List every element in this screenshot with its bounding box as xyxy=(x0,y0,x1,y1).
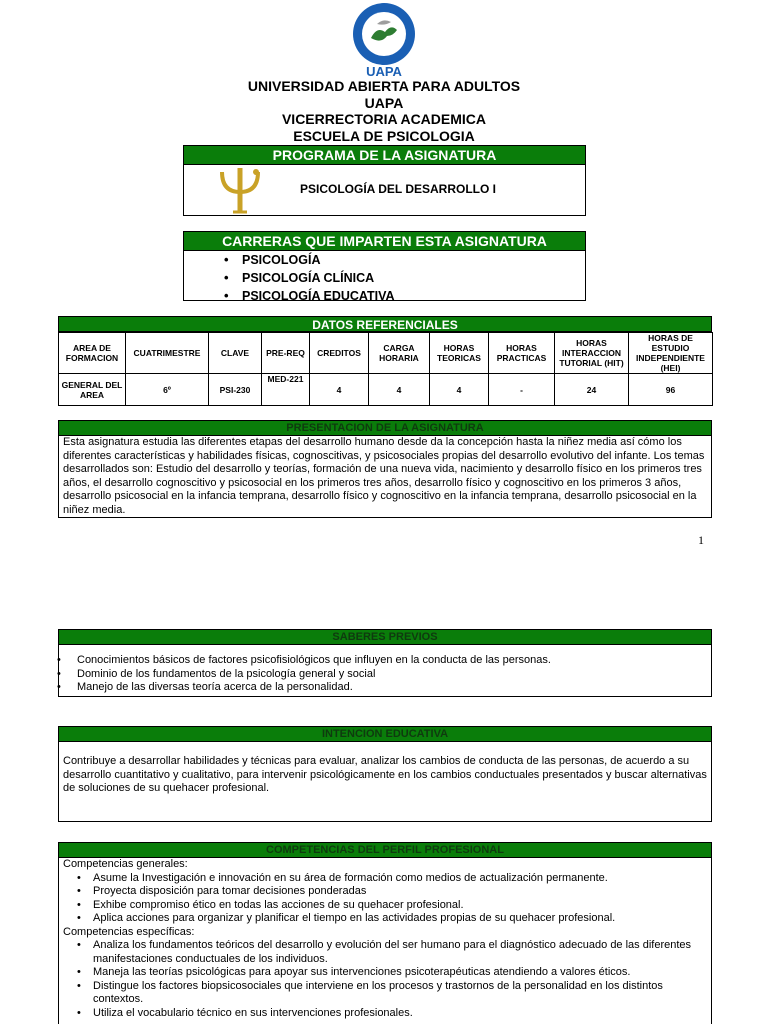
table-cell: 96 xyxy=(629,374,713,406)
table-cell: MED-221 xyxy=(262,374,310,406)
educational-intent-text: Contribuye a desarrollar habilidades y técnicas para evaluar, analizar los cambios de conducta de las personas, de acuerdo a su desarrollo cuantitativo y cualitativo, para intervenir psicológicamente en los cambios conductuales presentados y buscar alternativas de soluciones de su quehacer profesional. xyxy=(63,755,707,794)
prior-knowledge-list xyxy=(55,654,711,695)
list-item: • Exhibe compromiso ético en todas las acciones de su quehacer profesional. xyxy=(59,899,711,913)
list-item: • Utiliza el vocabulario técnico en sus intervenciones profesionales. xyxy=(59,1007,711,1021)
table-cell: 24 xyxy=(555,374,629,406)
table-header-row xyxy=(59,333,713,374)
list-item: • Aplica acciones para organizar y planificar el tiempo en las actividades propias de su quehacer profesional. xyxy=(59,912,711,926)
table-header: CREDITOS xyxy=(310,333,369,374)
educational-intent-box xyxy=(58,726,712,822)
general-competencies-label: Competencias generales: xyxy=(63,858,188,870)
presentation-title: PRESENTACION DE LA ASIGNATURA xyxy=(59,421,711,436)
table-header: HORAS TEORICAS xyxy=(430,333,489,374)
general-competencies-list xyxy=(59,872,711,926)
list-item: • Dominio de los fundamentos de la psicología general y social xyxy=(55,668,711,682)
reference-data-box xyxy=(58,316,712,405)
table-cell: 4 xyxy=(369,374,430,406)
presentation-box xyxy=(58,420,712,518)
specific-competencies-list xyxy=(59,939,711,1020)
table-cell: 4 xyxy=(430,374,489,406)
university-seal-logo xyxy=(351,2,417,66)
table-header: HORAS INTERACCION TUTORIAL (HIT) xyxy=(555,333,629,374)
table-header: CUATRIMESTRE xyxy=(126,333,209,374)
university-name: UNIVERSIDAD ABIERTA PARA ADULTOS xyxy=(247,78,521,94)
list-item: • Manejo de las diversas teoría acerca de la personalidad. xyxy=(55,681,711,695)
careers-list xyxy=(224,251,395,305)
table-header: CLAVE xyxy=(209,333,262,374)
table-cell: - xyxy=(489,374,555,406)
competencies-title: COMPETENCIAS DEL PERFIL PROFESIONAL xyxy=(59,843,711,858)
list-item: • PSICOLOGÍA EDUCATIVA xyxy=(224,287,395,305)
reference-data-table xyxy=(58,332,713,406)
table-cell: GENERAL DEL AREA xyxy=(59,374,126,406)
educational-intent-title: INTENCION EDUCATIVA xyxy=(59,727,711,742)
list-item: • Conocimientos básicos de factores psicofisiológicos que influyen en la conducta de las personas. xyxy=(55,654,711,668)
vice-rectorate: VICERRECTORIA ACADEMICA xyxy=(281,111,487,127)
competencies-box xyxy=(58,842,712,1024)
program-title: PROGRAMA DE LA ASIGNATURA xyxy=(184,146,585,165)
prior-knowledge-box xyxy=(58,629,712,697)
reference-data-title: DATOS REFERENCIALES xyxy=(58,316,712,332)
list-item: • PSICOLOGÍA xyxy=(224,251,395,269)
program-box xyxy=(183,145,586,216)
list-item: • Analiza los fundamentos teóricos del desarrollo y evolución del ser humano para el diagnóstico adecuado de las diferentes manifestaciones conductuales de los individuos. xyxy=(59,939,711,966)
university-acronym: UAPA xyxy=(364,95,404,111)
table-row xyxy=(59,374,713,406)
table-header: HORAS DE ESTUDIO INDEPENDIENTE (HEI) xyxy=(629,333,713,374)
table-header: HORAS PRACTICAS xyxy=(489,333,555,374)
specific-competencies-label: Competencias específicas: xyxy=(63,925,195,938)
list-item: • Maneja las teorías psicológicas para apoyar sus intervenciones psicoterapéuticas atendiendo a valores éticos. xyxy=(59,966,711,980)
school-name: ESCUELA DE PSICOLOGIA xyxy=(293,128,475,144)
list-item: • Asume la Investigación e innovación en su área de formación como medios de actualización permanente. xyxy=(59,872,711,886)
logo-wordmark: UAPA xyxy=(366,64,402,79)
prior-knowledge-title: SABERES PREVIOS xyxy=(59,630,711,645)
careers-title: CARRERAS QUE IMPARTEN ESTA ASIGNATURA xyxy=(184,232,585,251)
list-item: • Distingue los factores biopsicosociales que interviene en los procesos y trastornos de la personalidad en los distintos contextos. xyxy=(59,980,711,1007)
presentation-text: Esta asignatura estudia las diferentes etapas del desarrollo humano desde da la concepción hasta la niñez media así cómo los diferentes características y habilidades físicas, cognoscitivas, y psicosociales propias del desarrollo evolutivo del infante. Los temas desarrollados son: Estudio del desarrollo y teorías, formación de una nueva vida, nacimiento y desarrollo físico en los primeros tres años, el desarrollo cognoscitivo y psicosocial en los primeros tres años, desarrollo físico y cognoscitivo en los primeros 3 años, desarrollo psicosocial en la infancia temprana, desarrollo físico y cognoscitivo en la infancia temprana, desarrollo psicosocial en la niñez media. xyxy=(63,436,705,516)
table-cell: 6º xyxy=(126,374,209,406)
table-cell: 4 xyxy=(310,374,369,406)
subject-name: PSICOLOGÍA DEL DESARROLLO I xyxy=(300,182,497,196)
table-header: AREA DE FORMACION xyxy=(59,333,126,374)
list-item: • Proyecta disposición para tomar decisiones ponderadas xyxy=(59,885,711,899)
careers-box xyxy=(183,231,586,301)
table-header: CARGA HORARIA xyxy=(369,333,430,374)
page-number: 1 xyxy=(698,533,704,547)
list-item: • PSICOLOGÍA CLÍNICA xyxy=(224,269,395,287)
table-cell: PSI-230 xyxy=(209,374,262,406)
table-header: PRE-REQ xyxy=(262,333,310,374)
psi-symbol-icon xyxy=(216,166,264,216)
